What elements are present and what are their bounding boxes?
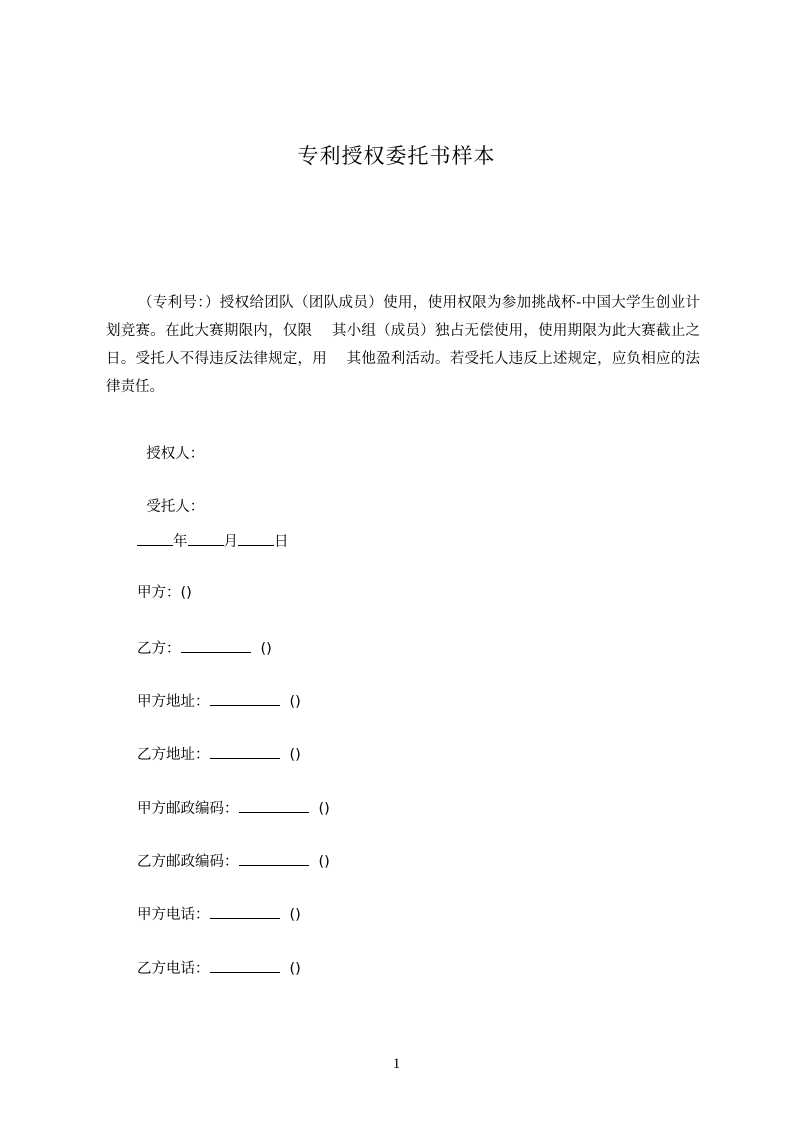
page-number: 1 (392, 1056, 401, 1072)
party-b-postcode-parens: () (318, 854, 330, 870)
party-b-postcode-label: 乙方邮政编码： (137, 854, 239, 870)
day-blank (238, 530, 274, 546)
party-b-phone-blank (210, 957, 280, 973)
year-blank (137, 530, 173, 546)
party-a-label: 甲方： (137, 585, 181, 601)
party-b-phone-label: 乙方电话： (137, 961, 210, 977)
party-b-parens: () (260, 641, 272, 657)
day-label: 日 (274, 534, 289, 550)
party-b-postcode-blank (239, 850, 309, 866)
party-a-postcode-blank (239, 797, 309, 813)
party-a-parens: () (180, 585, 192, 601)
authorization-paragraph: （专利号：）授权给团队（团队成员）使用，使用权限为参加挑战杯-中国大学生创业计划竞赛。在此大赛期限内，仅限 其小组（成员）独占无偿使用，使用期限为此大赛截止之日。受托人不得违反法律规定，用 其他盈利活动。若受托人违反上述规定，应负相应的法律责任。 (106, 295, 700, 395)
party-a-line (137, 583, 192, 603)
party-b-postcode-line (137, 850, 330, 872)
date-line (137, 530, 289, 552)
party-a-phone-line (137, 903, 301, 925)
party-b-label: 乙方： (137, 641, 181, 657)
month-label: 月 (223, 534, 238, 550)
party-b-address-parens: () (289, 747, 301, 763)
grantor-line (137, 424, 204, 464)
trustee-label: 受托人： (146, 499, 205, 515)
grantor-label: 授权人： (146, 446, 205, 462)
party-b-phone-line (137, 957, 301, 979)
year-label: 年 (173, 534, 188, 550)
document-title: 专利授权委托书样本 (297, 144, 496, 168)
party-a-address-label: 甲方地址： (137, 694, 210, 710)
party-b-address-line (137, 743, 301, 765)
party-a-postcode-line (137, 797, 330, 819)
party-a-phone-label: 甲方电话： (137, 907, 210, 923)
party-a-address-line (137, 690, 301, 712)
party-a-postcode-parens: () (318, 801, 330, 817)
party-b-address-label: 乙方地址： (137, 747, 210, 763)
party-b-address-blank (210, 743, 280, 759)
party-a-phone-parens: () (289, 907, 301, 923)
party-b-blank (181, 637, 251, 653)
party-a-phone-blank (210, 903, 280, 919)
trustee-line (137, 477, 204, 517)
party-b-line (137, 637, 272, 659)
month-blank (188, 530, 224, 546)
party-a-postcode-label: 甲方邮政编码： (137, 801, 239, 817)
party-b-phone-parens: () (289, 961, 301, 977)
party-a-address-blank (210, 690, 280, 706)
party-a-address-parens: () (289, 694, 301, 710)
